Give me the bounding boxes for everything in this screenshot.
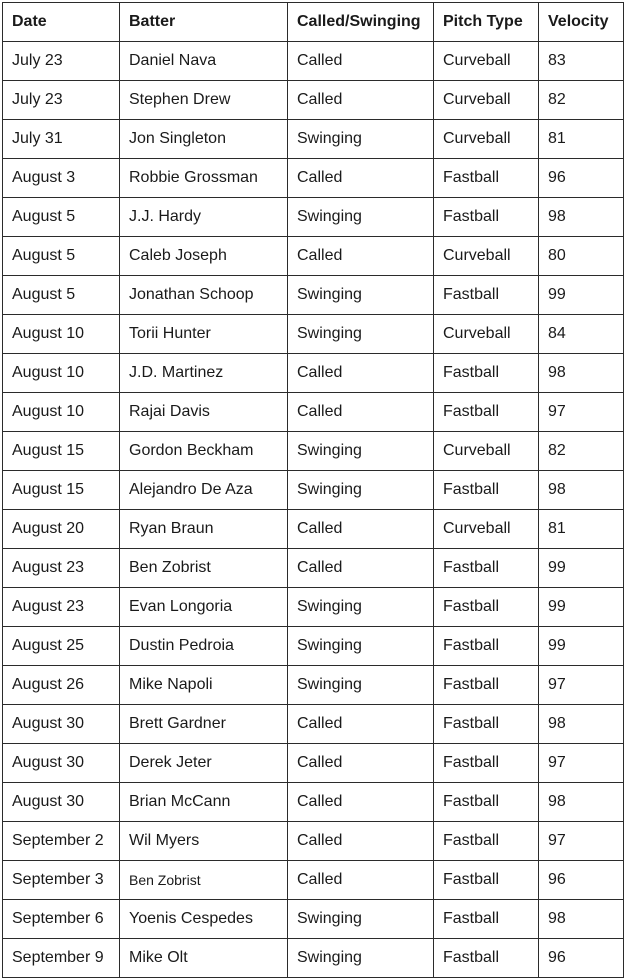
- cell-velocity: 81: [539, 510, 624, 549]
- cell-velocity: 82: [539, 432, 624, 471]
- cell-date: August 5: [3, 198, 120, 237]
- cell-batter: Caleb Joseph: [120, 237, 288, 276]
- cell-velocity: 99: [539, 627, 624, 666]
- table-row: [3, 42, 624, 81]
- table-row: [3, 159, 624, 198]
- cell-pitch-type: Fastball: [434, 393, 539, 432]
- cell-batter: Mike Napoli: [120, 666, 288, 705]
- cell-batter: Ben Zobrist: [120, 861, 288, 900]
- cell-pitch-type: Fastball: [434, 627, 539, 666]
- table-body: [3, 42, 624, 978]
- cell-velocity: 98: [539, 900, 624, 939]
- cell-called-swinging: Swinging: [288, 666, 434, 705]
- cell-date: August 5: [3, 237, 120, 276]
- cell-batter: Jonathan Schoop: [120, 276, 288, 315]
- cell-batter: Torii Hunter: [120, 315, 288, 354]
- cell-velocity: 99: [539, 276, 624, 315]
- cell-batter: J.J. Hardy: [120, 198, 288, 237]
- table-row: [3, 120, 624, 159]
- cell-pitch-type: Curveball: [434, 120, 539, 159]
- cell-pitch-type: Fastball: [434, 198, 539, 237]
- cell-called-swinging: Called: [288, 159, 434, 198]
- cell-pitch-type: Fastball: [434, 822, 539, 861]
- cell-pitch-type: Fastball: [434, 588, 539, 627]
- cell-batter: Dustin Pedroia: [120, 627, 288, 666]
- cell-pitch-type: Fastball: [434, 276, 539, 315]
- cell-called-swinging: Swinging: [288, 432, 434, 471]
- cell-velocity: 82: [539, 81, 624, 120]
- cell-velocity: 98: [539, 471, 624, 510]
- cell-date: August 10: [3, 393, 120, 432]
- table-row: [3, 744, 624, 783]
- cell-pitch-type: Fastball: [434, 705, 539, 744]
- cell-pitch-type: Fastball: [434, 666, 539, 705]
- table-row: [3, 393, 624, 432]
- table-row: [3, 861, 624, 900]
- cell-date: August 3: [3, 159, 120, 198]
- cell-pitch-type: Fastball: [434, 744, 539, 783]
- cell-batter: Gordon Beckham: [120, 432, 288, 471]
- table-row: [3, 237, 624, 276]
- cell-called-swinging: Called: [288, 510, 434, 549]
- header-row: [3, 3, 624, 42]
- table-row: [3, 81, 624, 120]
- cell-date: September 9: [3, 939, 120, 978]
- cell-pitch-type: Fastball: [434, 900, 539, 939]
- cell-pitch-type: Fastball: [434, 939, 539, 978]
- header-velocity: Velocity: [539, 3, 624, 42]
- table-row: [3, 666, 624, 705]
- cell-batter: Robbie Grossman: [120, 159, 288, 198]
- cell-batter: Derek Jeter: [120, 744, 288, 783]
- table-row: [3, 315, 624, 354]
- cell-batter: Ben Zobrist: [120, 549, 288, 588]
- cell-velocity: 97: [539, 393, 624, 432]
- cell-batter: Rajai Davis: [120, 393, 288, 432]
- table-row: [3, 900, 624, 939]
- strikeouts-table: [2, 2, 624, 978]
- cell-called-swinging: Called: [288, 81, 434, 120]
- cell-called-swinging: Swinging: [288, 588, 434, 627]
- cell-date: July 23: [3, 42, 120, 81]
- cell-date: August 30: [3, 744, 120, 783]
- cell-velocity: 99: [539, 588, 624, 627]
- header-pitch-type: Pitch Type: [434, 3, 539, 42]
- cell-date: August 10: [3, 315, 120, 354]
- table-row: [3, 432, 624, 471]
- cell-velocity: 80: [539, 237, 624, 276]
- header-batter: Batter: [120, 3, 288, 42]
- cell-velocity: 97: [539, 666, 624, 705]
- cell-date: September 6: [3, 900, 120, 939]
- cell-pitch-type: Fastball: [434, 861, 539, 900]
- cell-velocity: 83: [539, 42, 624, 81]
- cell-called-swinging: Called: [288, 237, 434, 276]
- cell-velocity: 96: [539, 159, 624, 198]
- cell-date: August 23: [3, 549, 120, 588]
- cell-pitch-type: Curveball: [434, 510, 539, 549]
- cell-velocity: 98: [539, 354, 624, 393]
- cell-date: August 30: [3, 705, 120, 744]
- cell-pitch-type: Fastball: [434, 354, 539, 393]
- cell-date: September 3: [3, 861, 120, 900]
- cell-date: July 23: [3, 81, 120, 120]
- cell-batter: Mike Olt: [120, 939, 288, 978]
- table-row: [3, 783, 624, 822]
- cell-velocity: 98: [539, 198, 624, 237]
- cell-called-swinging: Called: [288, 861, 434, 900]
- table-row: [3, 471, 624, 510]
- cell-called-swinging: Called: [288, 822, 434, 861]
- cell-batter: Ryan Braun: [120, 510, 288, 549]
- cell-pitch-type: Curveball: [434, 42, 539, 81]
- cell-batter: Stephen Drew: [120, 81, 288, 120]
- table-row: [3, 510, 624, 549]
- cell-date: August 15: [3, 471, 120, 510]
- cell-called-swinging: Called: [288, 42, 434, 81]
- cell-batter: Yoenis Cespedes: [120, 900, 288, 939]
- cell-pitch-type: Curveball: [434, 237, 539, 276]
- header-date: Date: [3, 3, 120, 42]
- cell-called-swinging: Swinging: [288, 471, 434, 510]
- cell-called-swinging: Called: [288, 393, 434, 432]
- header-called-swinging: Called/Swinging: [288, 3, 434, 42]
- table-row: [3, 939, 624, 978]
- cell-batter: Evan Longoria: [120, 588, 288, 627]
- cell-date: August 5: [3, 276, 120, 315]
- cell-velocity: 97: [539, 744, 624, 783]
- cell-velocity: 99: [539, 549, 624, 588]
- cell-called-swinging: Called: [288, 744, 434, 783]
- cell-pitch-type: Curveball: [434, 432, 539, 471]
- cell-called-swinging: Swinging: [288, 900, 434, 939]
- table-row: [3, 627, 624, 666]
- cell-velocity: 98: [539, 705, 624, 744]
- table-row: [3, 822, 624, 861]
- cell-date: September 2: [3, 822, 120, 861]
- cell-batter: Brian McCann: [120, 783, 288, 822]
- cell-velocity: 97: [539, 822, 624, 861]
- cell-called-swinging: Called: [288, 783, 434, 822]
- cell-called-swinging: Swinging: [288, 939, 434, 978]
- cell-pitch-type: Curveball: [434, 81, 539, 120]
- table-row: [3, 276, 624, 315]
- cell-date: August 26: [3, 666, 120, 705]
- table-row: [3, 549, 624, 588]
- cell-velocity: 84: [539, 315, 624, 354]
- table-header: [3, 3, 624, 42]
- cell-pitch-type: Fastball: [434, 549, 539, 588]
- cell-pitch-type: Curveball: [434, 315, 539, 354]
- cell-velocity: 81: [539, 120, 624, 159]
- table-row: [3, 588, 624, 627]
- table-row: [3, 354, 624, 393]
- table-row: [3, 705, 624, 744]
- cell-batter: Jon Singleton: [120, 120, 288, 159]
- cell-velocity: 96: [539, 939, 624, 978]
- cell-date: July 31: [3, 120, 120, 159]
- cell-date: August 10: [3, 354, 120, 393]
- cell-called-swinging: Called: [288, 354, 434, 393]
- cell-called-swinging: Swinging: [288, 315, 434, 354]
- cell-batter: J.D. Martinez: [120, 354, 288, 393]
- cell-batter: Daniel Nava: [120, 42, 288, 81]
- cell-velocity: 98: [539, 783, 624, 822]
- cell-velocity: 96: [539, 861, 624, 900]
- cell-date: August 20: [3, 510, 120, 549]
- cell-called-swinging: Called: [288, 705, 434, 744]
- cell-called-swinging: Swinging: [288, 276, 434, 315]
- cell-called-swinging: Swinging: [288, 627, 434, 666]
- cell-date: August 30: [3, 783, 120, 822]
- cell-date: August 15: [3, 432, 120, 471]
- cell-pitch-type: Fastball: [434, 471, 539, 510]
- cell-called-swinging: Swinging: [288, 120, 434, 159]
- cell-date: August 25: [3, 627, 120, 666]
- cell-pitch-type: Fastball: [434, 159, 539, 198]
- cell-batter: Alejandro De Aza: [120, 471, 288, 510]
- cell-called-swinging: Called: [288, 549, 434, 588]
- cell-batter: Wil Myers: [120, 822, 288, 861]
- cell-batter: Brett Gardner: [120, 705, 288, 744]
- cell-date: August 23: [3, 588, 120, 627]
- table-row: [3, 198, 624, 237]
- cell-pitch-type: Fastball: [434, 783, 539, 822]
- cell-called-swinging: Swinging: [288, 198, 434, 237]
